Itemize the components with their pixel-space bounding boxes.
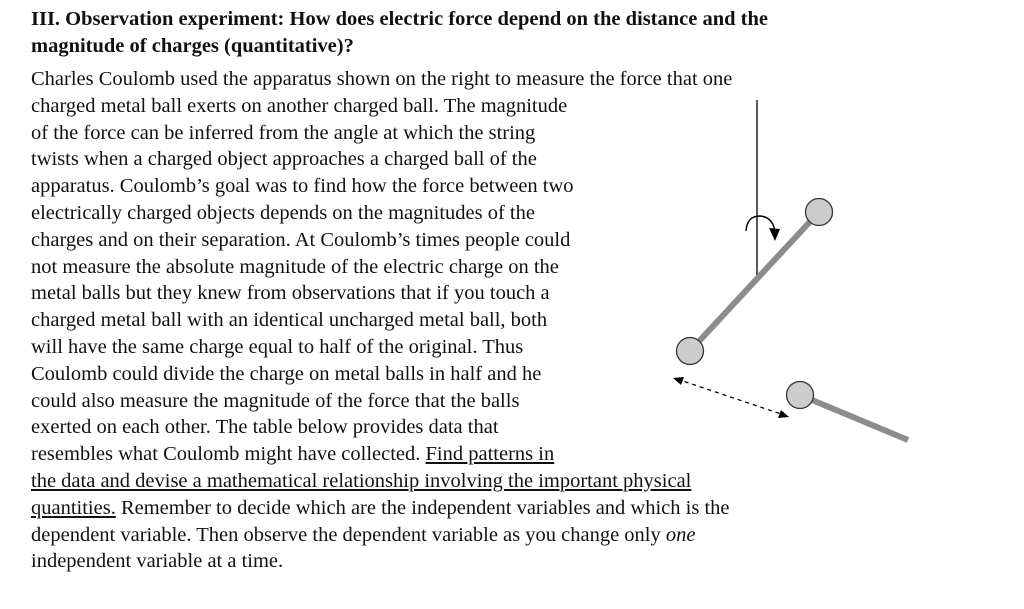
paragraph-line: could also measure the magnitude of the force that the balls bbox=[31, 389, 520, 412]
heading-line-1: III. Observation experiment: How does electric force depend on the distance and the bbox=[31, 8, 768, 30]
paragraph-line bbox=[31, 522, 732, 549]
underlined-instruction: Find patterns in bbox=[425, 443, 555, 466]
paragraph-line: twists when a charged object approaches a charged ball of the bbox=[31, 148, 537, 171]
paragraph-line: apparatus. Coulomb’s goal was to find how the force between two bbox=[31, 175, 574, 198]
torsion-rod bbox=[690, 212, 819, 351]
paragraph-line: charged metal ball exerts on another charged ball. The magnitude bbox=[31, 94, 568, 117]
underlined-instruction: the data and devise a mathematical relationship involving the important physical bbox=[31, 469, 692, 492]
paragraph-line: Coulomb could divide the charge on metal balls in half and he bbox=[31, 362, 542, 385]
heading-line-2: magnitude of charges (quantitative)? bbox=[31, 35, 354, 57]
underlined-instruction: quantities. bbox=[31, 496, 116, 519]
paragraph-line: exerted on each other. The table below provides data that bbox=[31, 416, 499, 439]
distance-arrowhead-left-icon bbox=[673, 377, 684, 385]
paragraph-line: not measure the absolute magnitude of the electric charge on the bbox=[31, 255, 559, 278]
emphasized-word: one bbox=[665, 523, 696, 546]
paragraph-line bbox=[31, 495, 732, 522]
paragraph-line: metal balls but they knew from observations that if you touch a bbox=[31, 282, 550, 305]
paragraph-line: electrically charged objects depends on the magnitudes of the bbox=[31, 201, 535, 224]
twist-arrowhead-icon bbox=[769, 228, 780, 241]
body-paragraph bbox=[31, 66, 732, 575]
distance-arrowhead-right-icon bbox=[778, 410, 789, 418]
text-segment: resembles what Coulomb might have collected. bbox=[31, 443, 426, 466]
paragraph-line: charges and on their separation. At Coulomb’s times people could bbox=[31, 228, 571, 251]
paragraph-line bbox=[31, 441, 732, 468]
rod-ball-top bbox=[806, 199, 833, 226]
distance-arrow bbox=[677, 379, 784, 415]
text-segment: dependent variable. Then observe the dependent variable as you change only bbox=[31, 523, 666, 546]
paragraph-line: Charles Coulomb used the apparatus shown on the right to measure the force that one bbox=[31, 68, 733, 90]
paragraph-line: of the force can be inferred from the angle at which the string bbox=[31, 121, 536, 144]
text-segment: Remember to decide which are the independent variables and which is the bbox=[115, 496, 730, 519]
probe-handle bbox=[800, 395, 908, 440]
paragraph-line: will have the same charge equal to half of the original. Thus bbox=[31, 335, 524, 358]
rod-ball-bottom bbox=[677, 338, 704, 365]
torsion-balance-diagram bbox=[660, 95, 920, 455]
section-heading bbox=[31, 6, 931, 60]
paragraph-line: independent variable at a time. bbox=[31, 550, 284, 573]
probe-ball bbox=[787, 382, 814, 409]
paragraph-line: charged metal ball with an identical uncharged metal ball, both bbox=[31, 309, 548, 332]
